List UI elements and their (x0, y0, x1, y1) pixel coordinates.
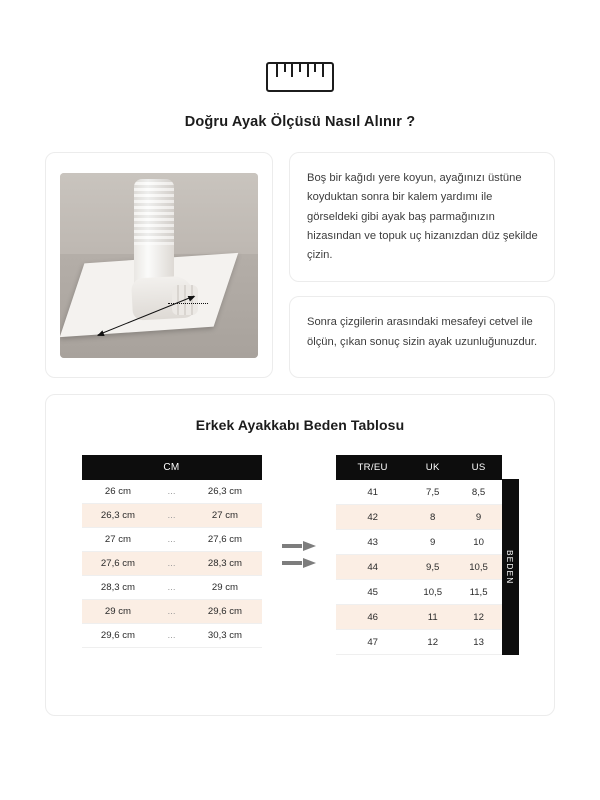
table-row (82, 480, 262, 504)
beden-side-label (502, 479, 519, 655)
cm-sep: ... (155, 624, 189, 648)
eu-header-uk: UK (410, 455, 456, 480)
uk-size: 12 (410, 630, 456, 655)
eu-size: 46 (336, 605, 410, 630)
cm-sep: ... (155, 552, 189, 576)
eu-size: 45 (336, 580, 410, 605)
arrow-right-icon (282, 541, 316, 550)
table-row (82, 600, 262, 624)
eu-size: 43 (336, 530, 410, 555)
uk-size: 10,5 (410, 580, 456, 605)
table-row (82, 576, 262, 600)
cm-to: 29 cm (189, 576, 262, 600)
table-row (82, 552, 262, 576)
eu-size-table (336, 455, 502, 655)
table-row (82, 504, 262, 528)
cm-sep: ... (155, 504, 189, 528)
cm-from: 27 cm (82, 528, 155, 552)
us-size: 11,5 (456, 580, 502, 605)
cm-to: 27,6 cm (189, 528, 262, 552)
uk-size: 9,5 (410, 555, 456, 580)
cm-from: 28,3 cm (82, 576, 155, 600)
page-title: Doğru Ayak Ölçüsü Nasıl Alınır ? (184, 114, 416, 130)
eu-header-us: US (456, 455, 502, 480)
arrow-right-icon (282, 558, 316, 567)
uk-size: 7,5 (410, 480, 456, 504)
table-row (336, 555, 502, 580)
table-row (336, 605, 502, 630)
eu-size: 44 (336, 555, 410, 580)
cm-from: 26 cm (82, 480, 155, 504)
eu-size: 41 (336, 480, 410, 504)
us-size: 9 (456, 505, 502, 530)
cm-sep: ... (155, 576, 189, 600)
instruction-card-1: Boş bir kağıdı yere koyun, ayağınızı üstüne koyduktan sonra bir kalem yardımı ile görseldeki gibi ayak baş parmağınızın hizasından ve topuk uç hizanızdan düz şekilde çizin. (289, 152, 555, 282)
beden-side-label-text: BEDEN (505, 550, 515, 585)
uk-size: 11 (410, 605, 456, 630)
table-row (336, 530, 502, 555)
cm-from: 27,6 cm (82, 552, 155, 576)
measure-dotted-line (168, 303, 208, 304)
cm-table-header: CM (82, 455, 262, 480)
measurement-photo-card (45, 152, 273, 378)
us-size: 10 (456, 530, 502, 555)
cm-from: 29,6 cm (82, 624, 155, 648)
uk-size: 9 (410, 530, 456, 555)
foot-measurement-photo (60, 173, 258, 358)
cm-table (82, 455, 262, 648)
cm-sep: ... (155, 480, 189, 504)
size-table-card (45, 394, 555, 716)
cm-sep: ... (155, 600, 189, 624)
table-row (336, 505, 502, 530)
cm-to: 30,3 cm (189, 624, 262, 648)
us-size: 8,5 (456, 480, 502, 504)
cm-sep: ... (155, 528, 189, 552)
ruler-icon (266, 62, 334, 92)
conversion-arrows (262, 455, 336, 567)
uk-size: 8 (410, 505, 456, 530)
us-size: 13 (456, 630, 502, 655)
cm-from: 26,3 cm (82, 504, 155, 528)
cm-to: 28,3 cm (189, 552, 262, 576)
eu-size: 47 (336, 630, 410, 655)
eu-size: 42 (336, 505, 410, 530)
us-size: 10,5 (456, 555, 502, 580)
table-row (336, 480, 502, 504)
eu-header-tr-eu: TR/EU (336, 455, 410, 480)
table-row (82, 624, 262, 648)
page-header (0, 0, 600, 130)
table-row (336, 630, 502, 655)
instruction-card-2: Sonra çizgilerin arasındaki mesafeyi cetvel ile ölçün, çıkan sonuç sizin ayak uzunluğunuzdur. (289, 296, 555, 378)
table-row (82, 528, 262, 552)
cm-to: 27 cm (189, 504, 262, 528)
cm-to: 29,6 cm (189, 600, 262, 624)
us-size: 12 (456, 605, 502, 630)
size-table-title: Erkek Ayakkabı Beden Tablosu (195, 417, 405, 434)
cm-to: 26,3 cm (189, 480, 262, 504)
table-row (336, 580, 502, 605)
cm-from: 29 cm (82, 600, 155, 624)
instructions-section (45, 152, 555, 378)
